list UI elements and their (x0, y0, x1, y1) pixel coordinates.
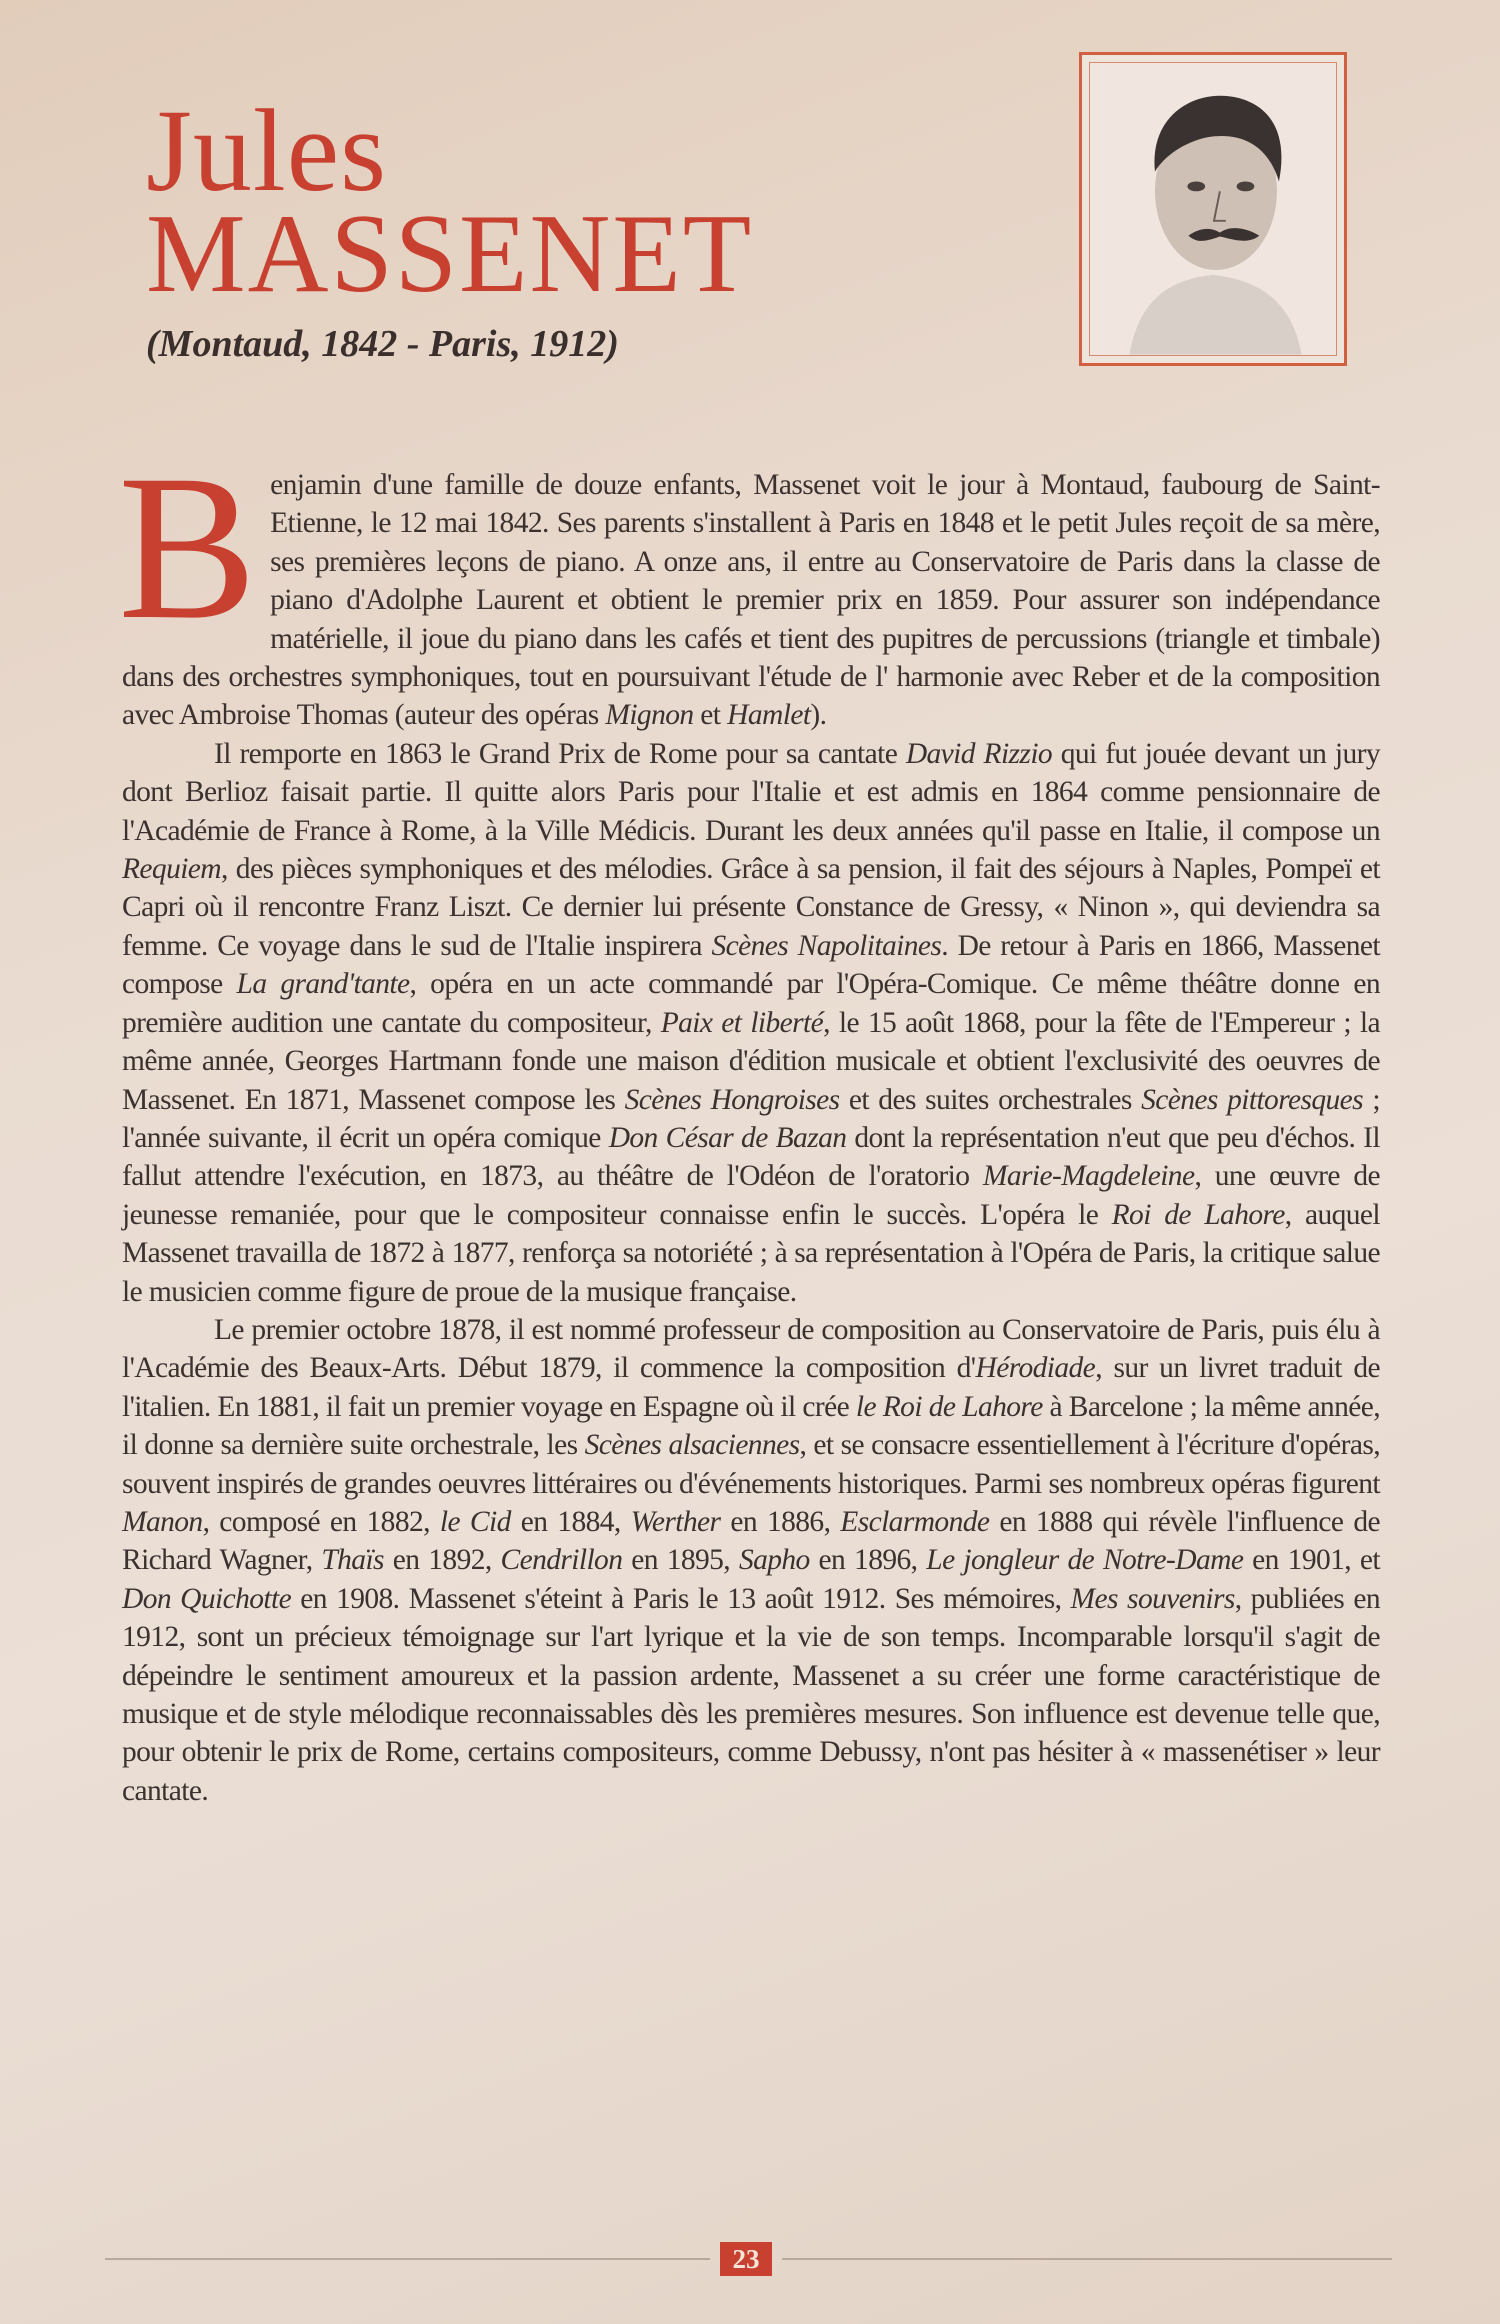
page-number: 23 (720, 2242, 772, 2276)
work-title: le Roi de Lahore (855, 1390, 1043, 1423)
work-title: Don Quichotte (122, 1582, 292, 1615)
paragraph (118, 432, 1380, 735)
text-run: en 1901, et (1243, 1544, 1380, 1577)
footer-rule-left (105, 2258, 710, 2260)
text-run: ; l'année suivante, il écrit un opéra comique (122, 1083, 1380, 1154)
text-run: et des suites orchestrales (839, 1083, 1142, 1116)
text-run: , des pièces symphoniques et des mélodies. Grâce à sa pension, il fait des séjours à Naples, Pompeï et Capri où il rencontre Franz Liszt. Ce dernier lui présente Constance de Gressy, « Ninon », qui deviendra sa femme. Ce voyage dans le sud de l'Italie inspirera (122, 853, 1380, 962)
biography-text (118, 432, 1381, 1810)
text-run: en 1886, (720, 1505, 841, 1538)
text-run: , auquel Massenet travailla de 1872 à 1877, renforça sa notoriété ; à sa représentation à l'Opéra de Paris, la critique salue le musicien comme figure de proue de la musique française. (122, 1198, 1380, 1308)
portrait-image (1089, 62, 1337, 356)
work-title: Paix et liberté (660, 1006, 824, 1039)
text-run: en 1884, (510, 1505, 631, 1538)
work-title: Esclarmonde (840, 1505, 990, 1538)
text-run: en 1908. Massenet s'éteint à Paris le 13 août 1912. Ses mémoires, (291, 1582, 1071, 1615)
text-run: enjamin d'une famille de douze enfants, Massenet voit le jour à Montaud, faubourg de Saint-Etienne, le 12 mai 1842. Ses parents s'installent à Paris en 1848 et le petit Jules reçoit de sa mère, ses premières leçons de piano. A onze ans, il entre au Conservatoire de Paris dans la classe de piano d'Adolphe Laurent et obtient le premier prix en 1859. Pour assurer son indépendance matérielle, il joue du piano dans les cafés et tient des pupitres de percussions (triangle et timbale) dans des orchestres symphoniques, tout en poursuivant l'étude de l' harmonie avec Reber et de la composition avec Ambroise Thomas (auteur des opéras (122, 469, 1380, 732)
text-run: , publiées en 1912, sont un précieux témoignage sur l'art lyrique et la vie de son temps. Incomparable lorsqu'il s'agit de dépeindre le sentiment amoureux et la passion ardente, Massenet a su créer une forme caractéristique de musique et de style mélodique reconnaissables dès les premières mesures. Son influence est devenue telle que, pour obtenir le prix de Rome, certains compositeurs, comme Debussy, n'ont pas hésiter à « massenétiser » leur cantate. (122, 1582, 1380, 1807)
work-title: Hérodiade (975, 1352, 1096, 1385)
work-title: Scènes Hongroises (624, 1083, 840, 1116)
work-title: Cendrillon (500, 1544, 623, 1577)
portrait-frame (1079, 52, 1347, 366)
text-run: en 1895, (622, 1544, 739, 1577)
work-title: Scènes Napolitaines (711, 929, 942, 962)
work-title: Hamlet (727, 699, 811, 732)
text-run: Il remporte en 1863 le Grand Prix de Rome pour sa cantate (214, 737, 906, 770)
paragraph (122, 1311, 1380, 1810)
text-run: en 1892, (383, 1544, 501, 1577)
work-title: Roi de Lahore (1111, 1198, 1285, 1231)
text-run: dont la représentation n'eut que peu d'échos. Il fallut attendre l'exécution, en 1873, au théâtre de l'Odéon de l'oratorio (122, 1121, 1380, 1193)
text-run: , opéra en un acte commandé par l'Opéra-Comique. Ce même théâtre donne en première audition une cantate du compositeur, (122, 968, 1380, 1039)
text-run: , composé en 1882, (202, 1505, 440, 1538)
work-title: La grand'tante (236, 968, 410, 1001)
footer-rule-right (782, 2258, 1392, 2260)
text-run: . De retour à Paris en 1866, Massenet compose (122, 929, 1380, 1001)
text-run: , et se consacre essentiellement à l'écriture d'opéras, souvent inspirés de grandes oeuvres littéraires ou d'événements historiques. Parmi ses nombreux opéras figurent (122, 1429, 1380, 1500)
text-run: à Barcelone ; la même année, il donne sa dernière suite orchestrale, les (122, 1390, 1380, 1462)
life-dates: (Montaud, 1842 - Paris, 1912) (146, 323, 619, 365)
work-title: Mignon (605, 699, 694, 732)
text-run: , sur un livret traduit de l'italien. En 1881, il fait un premier voyage en Espagne où il crée (122, 1352, 1381, 1423)
work-title: Le jongleur de Notre-Dame (926, 1544, 1244, 1577)
text-run: et (693, 699, 728, 732)
work-title: Mes souvenirs (1070, 1582, 1235, 1615)
work-title: Thaïs (321, 1544, 384, 1577)
portrait-illustration (1090, 63, 1336, 355)
text-run: en 1896, (809, 1544, 927, 1577)
work-title: Sapho (738, 1544, 810, 1577)
work-title: Werther (630, 1505, 721, 1538)
work-title: Marie-Magdeleine (982, 1160, 1195, 1193)
drop-cap: B (118, 432, 257, 662)
text-run: ). (810, 699, 827, 732)
text-run: Le premier octobre 1878, il est nommé professeur de composition au Conservatoire de Paris, puis élu à l'Académie des Beaux-Arts. Début 1879, il commence la composition d' (122, 1313, 1380, 1385)
text-run: qui fut jouée devant un jury dont Berlioz faisait partie. Il quitte alors Paris pour l'Italie et est admis en 1864 comme pensionnaire de l'Académie de France à Rome, à la Ville Médicis. Durant les deux années qu'il passe en Italie, il compose un (122, 737, 1380, 847)
title-last-name: MASSENET (146, 192, 754, 316)
work-title: Don César de Bazan (608, 1121, 847, 1154)
work-title: Scènes alsaciennes (584, 1429, 800, 1462)
work-title: David Rizzio (905, 737, 1053, 770)
work-title: le Cid (439, 1505, 511, 1538)
paragraph (122, 735, 1380, 1311)
text-run: , le 15 août 1868, pour la fête de l'Empereur ; la même année, Georges Hartmann fonde une maison d'édition musicale et obtient l'exclusivité des oeuvres de Massenet. En 1871, Massenet compose les (122, 1006, 1380, 1116)
work-title: Scènes pittoresques (1141, 1083, 1364, 1116)
work-title: Requiem (122, 853, 222, 886)
text-run: en 1888 qui révèle l'influence de Richard Wagner, (122, 1505, 1381, 1577)
text-run: , une œuvre de jeunesse remaniée, pour que le compositeur connaisse enfin le succès. L'opéra le (122, 1160, 1380, 1231)
title-first-name: Jules (146, 85, 387, 216)
work-title: Manon (122, 1505, 203, 1538)
